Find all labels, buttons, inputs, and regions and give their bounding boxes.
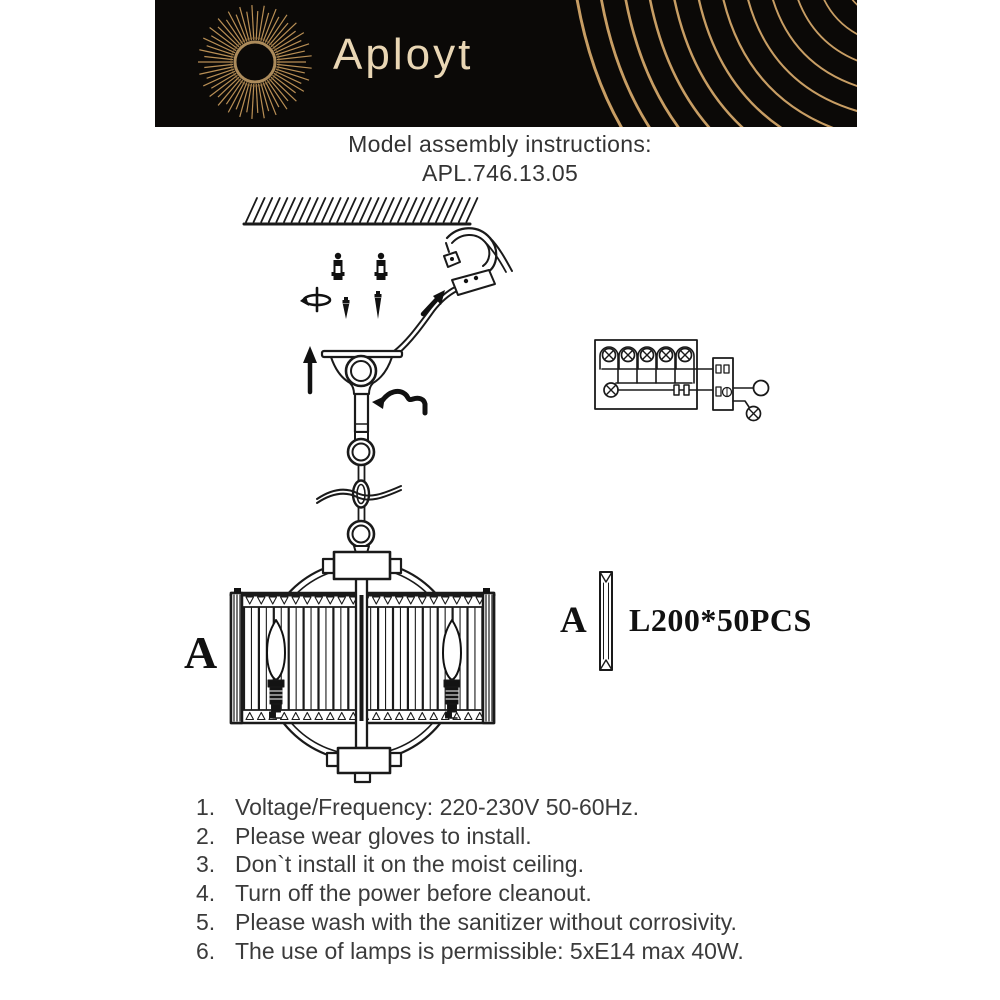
- item-text: The use of lamps is permissible: 5xE14 max 40W.: [235, 937, 744, 964]
- item-text: Don`t install it on the moist ceiling.: [235, 851, 584, 878]
- doc-title: Model assembly instructions:: [348, 131, 652, 157]
- item-number: 2.: [196, 822, 216, 849]
- item-text: Voltage/Frequency: 220-230V 50-60Hz.: [235, 794, 640, 820]
- item-number: 5.: [196, 908, 216, 935]
- hanging-chain-drawing: [317, 432, 401, 553]
- item-text: Turn off the power before cleanout.: [235, 880, 592, 907]
- ceiling-hatch: [244, 198, 477, 224]
- instructions-list: [196, 793, 744, 965]
- instruction-item: [196, 879, 744, 908]
- detail-label-a: A: [184, 627, 218, 678]
- item-number: 6.: [196, 937, 216, 964]
- wire-connector-drawing: [394, 228, 512, 354]
- crystal-label-a: A: [560, 600, 587, 641]
- crystal-spec: L200*50PCS: [629, 602, 812, 638]
- instruction-item: [196, 793, 744, 822]
- lamp-symbol: [747, 407, 761, 421]
- wiring-schematic-drawing: [595, 340, 769, 421]
- arrow-up-icon: [303, 346, 317, 392]
- instruction-item: [196, 822, 744, 851]
- model-number: APL.746.13.05: [421, 160, 579, 186]
- item-text: Please wear gloves to install.: [235, 822, 532, 849]
- brand-logo-text: Aployt: [333, 30, 474, 79]
- item-text: Please wash with the sanitizer without corrosivity.: [235, 908, 737, 935]
- item-number: 3.: [196, 851, 216, 878]
- screw-icon: [343, 291, 382, 319]
- instruction-item: [196, 850, 744, 879]
- hook-icon: [372, 391, 425, 413]
- wall-anchor-icon: [332, 253, 388, 280]
- crystal-rod-drawing: [600, 572, 612, 670]
- instruction-item: [196, 908, 744, 937]
- instruction-item: [196, 937, 744, 966]
- chandelier-drawing: [231, 552, 494, 782]
- item-number: 4.: [196, 880, 216, 907]
- rotate-icon: [300, 288, 330, 311]
- item-number: 1.: [196, 794, 216, 820]
